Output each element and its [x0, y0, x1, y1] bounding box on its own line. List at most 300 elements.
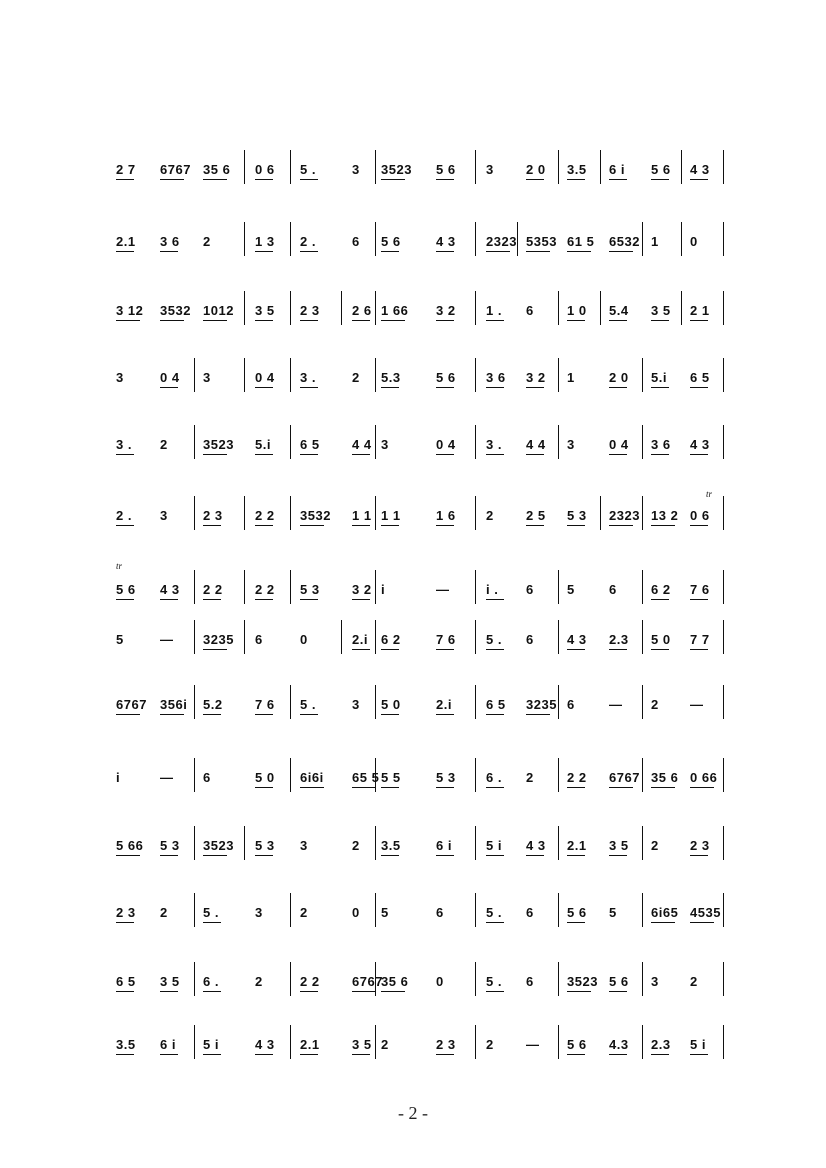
note-group: 0 — [300, 632, 308, 647]
beam-underline — [160, 714, 184, 715]
note-group: 6 — [526, 974, 534, 989]
note-group: 2 2 — [203, 582, 223, 597]
bar-line — [642, 570, 643, 604]
note-group: 5 6 — [567, 1037, 587, 1052]
note-group: 5 — [567, 582, 575, 597]
end-bar-line — [723, 1025, 724, 1059]
bar-line — [244, 358, 245, 392]
beam-underline — [486, 599, 504, 600]
beam-underline — [255, 855, 273, 856]
bar-line — [681, 222, 682, 256]
note-group: 5 i — [690, 1037, 706, 1052]
beam-underline — [436, 454, 454, 455]
notation-row — [0, 508, 826, 538]
note-group: 5 6 — [609, 974, 629, 989]
end-bar-line — [723, 570, 724, 604]
beam-underline — [300, 599, 318, 600]
beam-underline — [651, 599, 669, 600]
beam-underline — [352, 649, 370, 650]
beam-underline — [609, 787, 633, 788]
bar-line — [375, 222, 376, 256]
note-group: 5.3 — [381, 370, 401, 385]
bar-line — [642, 893, 643, 927]
note-group: 6 i — [160, 1037, 176, 1052]
note-group: 5.i — [651, 370, 667, 385]
note-group: 0 — [352, 905, 360, 920]
bar-line — [642, 425, 643, 459]
bar-line — [558, 620, 559, 654]
beam-underline — [381, 387, 399, 388]
beam-underline — [381, 855, 399, 856]
beam-underline — [203, 855, 227, 856]
beam-underline — [255, 454, 273, 455]
note-group: 61 5 — [567, 234, 595, 249]
beam-underline — [567, 320, 585, 321]
note-group: 3 5 — [609, 838, 629, 853]
note-group: 5 i — [203, 1037, 219, 1052]
beam-underline — [160, 599, 178, 600]
beam-underline — [160, 320, 184, 321]
bar-line — [475, 291, 476, 325]
note-group: 6 5 — [486, 697, 506, 712]
beam-underline — [203, 1054, 221, 1055]
note-group: 4 3 — [690, 162, 710, 177]
note-group: 5353 — [526, 234, 557, 249]
note-group: 2 2 — [567, 770, 587, 785]
beam-underline — [651, 320, 669, 321]
note-group: 3523 — [203, 437, 234, 452]
beam-underline — [651, 922, 675, 923]
beam-underline — [486, 454, 504, 455]
bar-line — [475, 570, 476, 604]
note-group: 2 5 — [526, 508, 546, 523]
beam-underline — [203, 714, 221, 715]
beam-underline — [116, 855, 140, 856]
bar-line — [244, 620, 245, 654]
note-group: 5 5 — [381, 770, 401, 785]
note-group: 5.4 — [609, 303, 629, 318]
bar-line — [290, 358, 291, 392]
note-group: 3 . — [116, 437, 132, 452]
note-group: 7 7 — [690, 632, 710, 647]
beam-underline — [300, 1054, 318, 1055]
end-bar-line — [723, 425, 724, 459]
note-group: 3 6 — [160, 234, 180, 249]
note-group: 3 5 — [255, 303, 275, 318]
bar-line — [341, 620, 342, 654]
notation-row — [0, 437, 826, 467]
beam-underline — [255, 714, 273, 715]
notation-row — [0, 905, 826, 935]
bar-line — [244, 570, 245, 604]
note-group: 1012 — [203, 303, 234, 318]
beam-underline — [436, 525, 454, 526]
note-group: 2 — [255, 974, 263, 989]
note-group: 3 — [567, 437, 575, 452]
notation-row — [0, 974, 826, 1004]
note-group: 2 3 — [116, 905, 136, 920]
bar-line — [290, 150, 291, 184]
beam-underline — [381, 525, 399, 526]
end-bar-line — [723, 496, 724, 530]
note-group: — — [609, 697, 623, 712]
beam-underline — [352, 787, 376, 788]
beam-underline — [300, 787, 324, 788]
note-group: 5 . — [486, 974, 502, 989]
bar-line — [290, 425, 291, 459]
end-bar-line — [723, 358, 724, 392]
beam-underline — [651, 525, 675, 526]
note-group: 5 0 — [255, 770, 275, 785]
beam-underline — [255, 787, 273, 788]
bar-line — [558, 358, 559, 392]
end-bar-line — [723, 291, 724, 325]
note-group: 2 1 — [690, 303, 710, 318]
bar-line — [341, 291, 342, 325]
bar-line — [244, 291, 245, 325]
beam-underline — [160, 179, 184, 180]
bar-line — [600, 150, 601, 184]
note-group: 3 — [255, 905, 263, 920]
note-group: 2 — [160, 437, 168, 452]
note-group: 5 66 — [116, 838, 144, 853]
note-group: 3 — [651, 974, 659, 989]
end-bar-line — [723, 222, 724, 256]
note-group: — — [160, 770, 174, 785]
note-group: 2 — [352, 838, 360, 853]
bar-line — [375, 570, 376, 604]
note-group: 3.5 — [567, 162, 587, 177]
bar-line — [558, 291, 559, 325]
note-group: 3 12 — [116, 303, 144, 318]
note-group: 1 3 — [255, 234, 275, 249]
beam-underline — [300, 714, 318, 715]
beam-underline — [486, 320, 504, 321]
bar-line — [194, 893, 195, 927]
beam-underline — [116, 320, 140, 321]
beam-underline — [436, 320, 454, 321]
note-group: 4 3 — [526, 838, 546, 853]
note-group: 6767 — [116, 697, 147, 712]
beam-underline — [352, 1054, 370, 1055]
beam-underline — [526, 387, 544, 388]
note-group: 5 3 — [567, 508, 587, 523]
beam-underline — [609, 1054, 627, 1055]
beam-underline — [381, 714, 399, 715]
bar-line — [375, 962, 376, 996]
note-group: 6 5 — [690, 370, 710, 385]
beam-underline — [651, 1054, 669, 1055]
note-group: 3523 — [381, 162, 412, 177]
bar-line — [244, 222, 245, 256]
bar-line — [375, 893, 376, 927]
note-group: 6 5 — [300, 437, 320, 452]
beam-underline — [255, 387, 273, 388]
note-group: 0 66 — [690, 770, 718, 785]
bar-line — [194, 826, 195, 860]
beam-underline — [690, 649, 708, 650]
beam-underline — [609, 855, 627, 856]
note-group: 5.2 — [203, 697, 223, 712]
note-group: 2.i — [436, 697, 452, 712]
beam-underline — [567, 855, 585, 856]
beam-underline — [651, 787, 675, 788]
beam-underline — [160, 251, 178, 252]
beam-underline — [352, 599, 370, 600]
beam-underline — [255, 599, 273, 600]
bar-line — [475, 893, 476, 927]
note-group: 6767 — [160, 162, 191, 177]
note-group: 2323 — [609, 508, 640, 523]
note-group: 1 — [567, 370, 575, 385]
beam-underline — [116, 525, 134, 526]
note-group: 2 . — [300, 234, 316, 249]
note-group: 6 . — [486, 770, 502, 785]
note-group: 6 — [436, 905, 444, 920]
beam-underline — [609, 320, 627, 321]
note-group: 2.3 — [609, 632, 629, 647]
note-group: 2 — [651, 697, 659, 712]
beam-underline — [255, 251, 273, 252]
note-group: 2.1 — [567, 838, 587, 853]
note-group: 3 5 — [651, 303, 671, 318]
note-group: 6 — [352, 234, 360, 249]
beam-underline — [352, 525, 370, 526]
bar-line — [290, 962, 291, 996]
note-group: 0 4 — [255, 370, 275, 385]
beam-underline — [690, 922, 714, 923]
note-group: 65 5 — [352, 770, 380, 785]
beam-underline — [690, 1054, 708, 1055]
note-group: — — [436, 582, 450, 597]
beam-underline — [651, 649, 669, 650]
note-group: 5 3 — [436, 770, 456, 785]
note-group: — — [160, 632, 174, 647]
note-group: — — [526, 1037, 540, 1052]
beam-underline — [690, 855, 708, 856]
beam-underline — [690, 179, 708, 180]
beam-underline — [486, 251, 510, 252]
beam-underline — [486, 649, 504, 650]
beam-underline — [300, 320, 318, 321]
bar-line — [194, 758, 195, 792]
note-group: 2 0 — [526, 162, 546, 177]
beam-underline — [352, 991, 376, 992]
beam-underline — [486, 787, 504, 788]
beam-underline — [486, 922, 504, 923]
note-group: 0 6 — [690, 508, 710, 523]
note-group: 3 6 — [651, 437, 671, 452]
bar-line — [600, 496, 601, 530]
note-group: 5 — [609, 905, 617, 920]
note-group: 6i6i — [300, 770, 324, 785]
note-group: 35 6 — [203, 162, 231, 177]
beam-underline — [567, 179, 585, 180]
note-group: 3523 — [203, 838, 234, 853]
bar-line — [475, 222, 476, 256]
note-group: 3532 — [160, 303, 191, 318]
bar-line — [194, 570, 195, 604]
bar-line — [642, 685, 643, 719]
note-group: 6 i — [609, 162, 625, 177]
note-group: 2 — [203, 234, 211, 249]
note-group: 6 2 — [651, 582, 671, 597]
beam-underline — [203, 320, 227, 321]
note-group: 2 — [486, 508, 494, 523]
note-group: 6 i — [436, 838, 452, 853]
note-group: 3 6 — [486, 370, 506, 385]
notation-row — [0, 838, 826, 868]
bar-line — [642, 758, 643, 792]
beam-underline — [300, 454, 318, 455]
bar-line — [290, 685, 291, 719]
beam-underline — [300, 387, 318, 388]
note-group: 5 . — [486, 905, 502, 920]
note-group: 5 6 — [116, 582, 136, 597]
notation-row — [0, 632, 826, 662]
bar-line — [375, 758, 376, 792]
end-bar-line — [723, 826, 724, 860]
note-group: 3235 — [203, 632, 234, 647]
note-group: 2 2 — [255, 508, 275, 523]
note-group: 3 2 — [526, 370, 546, 385]
beam-underline — [203, 179, 227, 180]
note-group: 5 6 — [436, 370, 456, 385]
bar-line — [194, 1025, 195, 1059]
end-bar-line — [723, 620, 724, 654]
notation-row — [0, 162, 826, 192]
beam-underline — [436, 714, 454, 715]
bar-line — [558, 893, 559, 927]
note-group: 4 3 — [255, 1037, 275, 1052]
beam-underline — [436, 1054, 454, 1055]
bar-line — [290, 291, 291, 325]
beam-underline — [300, 525, 324, 526]
bar-line — [558, 758, 559, 792]
note-group: 2323 — [486, 234, 517, 249]
beam-underline — [116, 922, 134, 923]
note-group: 6767 — [609, 770, 640, 785]
beam-underline — [436, 787, 454, 788]
note-group: 2 7 — [116, 162, 136, 177]
bar-line — [558, 570, 559, 604]
beam-underline — [436, 251, 454, 252]
bar-line — [290, 570, 291, 604]
note-group: 2 . — [116, 508, 132, 523]
beam-underline — [526, 855, 544, 856]
beam-underline — [526, 179, 544, 180]
beam-underline — [203, 649, 227, 650]
beam-underline — [381, 179, 405, 180]
note-group: 1 6 — [436, 508, 456, 523]
beam-underline — [526, 251, 550, 252]
note-group: 6 — [203, 770, 211, 785]
note-group: 2.1 — [116, 234, 136, 249]
bar-line — [642, 358, 643, 392]
note-group: 3 — [486, 162, 494, 177]
beam-underline — [116, 991, 134, 992]
notation-row — [0, 770, 826, 800]
note-group: 5 6 — [436, 162, 456, 177]
beam-underline — [690, 320, 708, 321]
bar-line — [558, 1025, 559, 1059]
beam-underline — [567, 1054, 585, 1055]
note-group: i . — [486, 582, 499, 597]
bar-line — [375, 150, 376, 184]
note-group: 2 — [486, 1037, 494, 1052]
beam-underline — [526, 454, 544, 455]
note-group: 6 — [526, 303, 534, 318]
bar-line — [290, 496, 291, 530]
bar-line — [194, 358, 195, 392]
notation-row — [0, 582, 826, 612]
beam-underline — [381, 787, 399, 788]
beam-underline — [436, 387, 454, 388]
note-group: 5 . — [203, 905, 219, 920]
note-group: 3 . — [300, 370, 316, 385]
beam-underline — [567, 251, 591, 252]
note-group: 2 — [352, 370, 360, 385]
beam-underline — [651, 387, 669, 388]
note-group: 3 — [203, 370, 211, 385]
note-group: 2 3 — [203, 508, 223, 523]
bar-line — [475, 1025, 476, 1059]
note-group: 2 6 — [352, 303, 372, 318]
note-group: 3 2 — [436, 303, 456, 318]
beam-underline — [116, 714, 140, 715]
note-group: — — [690, 697, 704, 712]
note-group: 3.5 — [381, 838, 401, 853]
note-group: 0 — [690, 234, 698, 249]
bar-line — [558, 826, 559, 860]
note-group: 5 6 — [567, 905, 587, 920]
note-group: 5 — [116, 632, 124, 647]
beam-underline — [567, 649, 585, 650]
note-group: 5 3 — [255, 838, 275, 853]
note-group: 6 — [526, 905, 534, 920]
note-group: 3.5 — [116, 1037, 136, 1052]
note-group: 3523 — [567, 974, 598, 989]
note-group: 356i — [160, 697, 188, 712]
bar-line — [642, 962, 643, 996]
note-group: 5 . — [486, 632, 502, 647]
beam-underline — [352, 320, 370, 321]
beam-underline — [160, 855, 178, 856]
note-group: 3 — [381, 437, 389, 452]
bar-line — [194, 685, 195, 719]
beam-underline — [690, 525, 708, 526]
bar-line — [244, 150, 245, 184]
bar-line — [290, 1025, 291, 1059]
note-group: 6532 — [609, 234, 640, 249]
bar-line — [475, 758, 476, 792]
bar-line — [642, 826, 643, 860]
note-group: 2 2 — [255, 582, 275, 597]
end-bar-line — [723, 150, 724, 184]
beam-underline — [609, 387, 627, 388]
beam-underline — [526, 714, 550, 715]
beam-underline — [526, 525, 544, 526]
note-group: i — [116, 770, 121, 785]
beam-underline — [567, 787, 585, 788]
note-group: 1 0 — [567, 303, 587, 318]
note-group: 3 5 — [160, 974, 180, 989]
note-group: 1 — [651, 234, 659, 249]
bar-line — [194, 496, 195, 530]
bar-line — [375, 496, 376, 530]
note-group: 3532 — [300, 508, 331, 523]
beam-underline — [609, 649, 627, 650]
